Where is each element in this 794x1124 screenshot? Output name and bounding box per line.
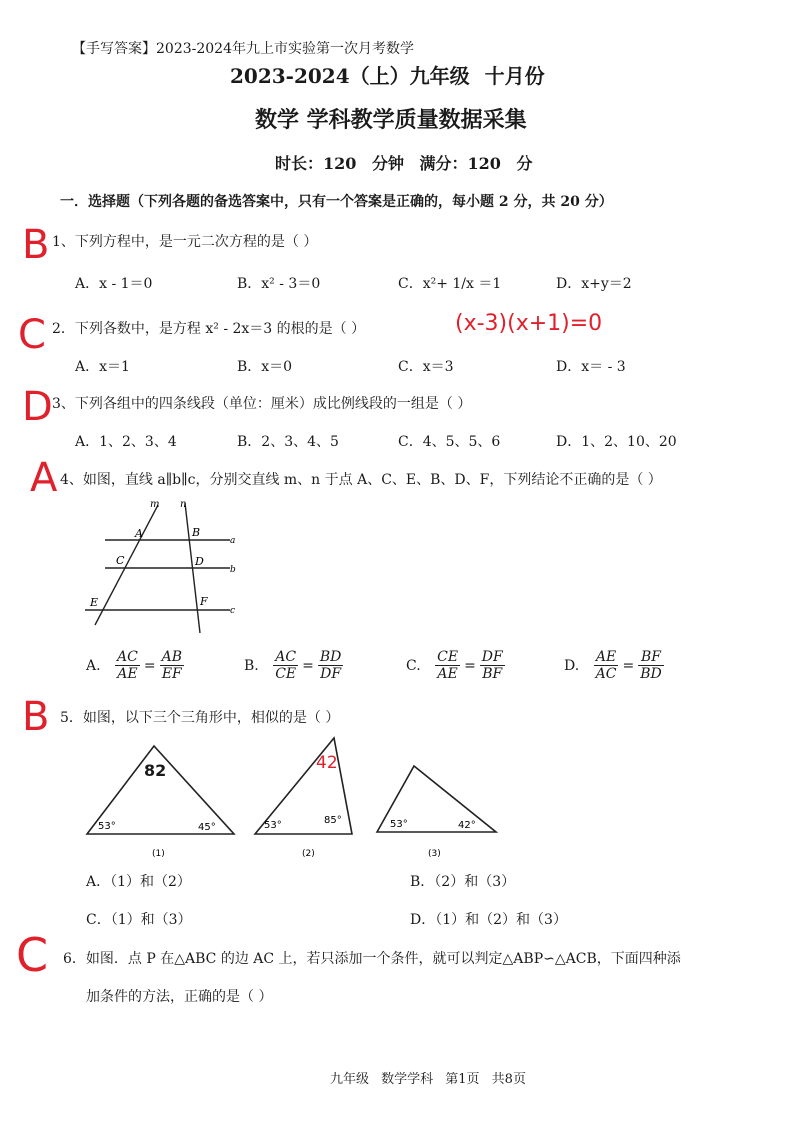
q4-option-d-letter: D. [564, 657, 580, 674]
q5-option-b: B．（2）和（3） [410, 874, 516, 890]
q2-option-b: B．x＝0 [237, 359, 293, 375]
tri3-right-angle: 42° [458, 820, 476, 831]
tri1-handwritten-angle: 82 [144, 761, 167, 780]
q2-handwritten-work: (x-3)(x+1)=0 [455, 311, 603, 336]
q1-option-d: D．x+y＝2 [556, 276, 632, 292]
denominator: EF [161, 666, 182, 683]
q1-option-b: B．x² - 3＝0 [237, 276, 321, 292]
line-m [95, 505, 158, 625]
label-B: B [192, 526, 201, 539]
tri1-right-angle: 45° [198, 822, 216, 833]
q2-option-c: C．x＝3 [398, 359, 454, 375]
page-footer: 九年级 数学学科 第1页 共8页 [330, 1072, 526, 1087]
section1-heading: 一．选择题（下列各题的备选答案中，只有一个答案是正确的，每小题 2 分，共 20 分） [60, 194, 613, 210]
q5-handwritten-answer: B [22, 694, 50, 740]
q5-option-c: C．（1）和（3） [86, 912, 192, 928]
tri2-handwritten-angle: 42 [316, 753, 338, 773]
q5-triangle-1 [82, 740, 242, 860]
q2-stem: 2．下列各数中，是方程 x² - 2x＝3 的根的是（ ） [52, 321, 366, 337]
q1-option-c: C．x²+ 1/x ＝1 [398, 276, 502, 292]
q5-option-d: D．（1）和（2）和（3） [410, 912, 567, 928]
tri3-caption: (3) [428, 849, 441, 859]
label-m: m [150, 499, 160, 510]
q1-stem: 1、下列方程中，是一元二次方程的是（ ） [52, 234, 318, 250]
tri1-caption: (1) [152, 849, 165, 859]
title-line1: 2023-2024（上）九年级 十月份 [230, 64, 545, 88]
label-a: a [230, 536, 236, 546]
fraction [273, 649, 298, 682]
q4-figure-parallel-lines [80, 495, 240, 635]
q3-handwritten-answer: D [22, 384, 53, 430]
label-E: E [90, 596, 99, 609]
fraction [318, 649, 344, 682]
fraction [638, 649, 664, 682]
q4-option-b-letter: B. [244, 657, 259, 674]
denominator: AE [117, 666, 138, 683]
denominator: BF [482, 666, 503, 683]
tri1-left-angle: 53° [98, 821, 116, 832]
q4-option-a-letter: A. [86, 657, 101, 674]
q3-option-b: B．2、3、4、5 [237, 434, 339, 450]
label-C: C [116, 554, 125, 567]
header-note: 【手写答案】2023-2024年九上市实验第一次月考数学 [72, 41, 414, 57]
denominator: CE [275, 666, 297, 683]
fraction [594, 649, 619, 682]
fraction [115, 649, 140, 682]
label-A: A [135, 527, 143, 540]
title-line2: 数学 学科教学质量数据采集 [255, 107, 527, 133]
label-c: c [230, 606, 236, 616]
fraction [160, 649, 184, 682]
denominator: AE [437, 666, 458, 683]
denominator: BD [640, 666, 662, 683]
label-n: n [180, 499, 187, 510]
label-D: D [195, 555, 204, 568]
label-F: F [200, 595, 208, 608]
numerator: CE [437, 649, 459, 665]
q5-triangle-2 [250, 732, 370, 862]
q4-handwritten-answer: A [30, 455, 58, 501]
tri2-caption: (2) [302, 849, 315, 859]
numerator: AB [161, 649, 182, 665]
q2-option-d: D．x＝ - 3 [556, 359, 626, 375]
numerator: BD [319, 649, 342, 665]
fraction [435, 649, 460, 682]
q2-option-a: A．x＝1 [75, 359, 130, 375]
q4-option-a: A. $\frac{AC}{AE}$ = $\frac{AB}{EF}$ [86, 649, 182, 683]
q6-stem-line1: 6．如图．点 P 在△ABC 的边 AC 上，若只添加一个条件，就可以判定△ABP∽△ACB，下面四种添 [63, 951, 681, 967]
denominator: AC [595, 666, 617, 683]
q4-option-c: C. $\frac{CE}{AE}$ = $\frac{DF}{BF}$ [406, 649, 503, 683]
q4-option-c-letter: C. [406, 657, 421, 674]
q3-option-a: A．1、2、3、4 [75, 434, 177, 450]
q4-stem: 4、如图，直线 a∥b∥c，分别交直线 m、n 于点 A、C、E、B、D、F，下列结论不正确的是（ ） [60, 472, 662, 488]
q1-option-a: A．x - 1＝0 [75, 276, 153, 292]
q3-option-c: C．4、5、5、6 [398, 434, 501, 450]
numerator: BF [638, 649, 664, 666]
q3-stem: 3、下列各组中的四条线段（单位：厘米）成比例线段的一组是（ ） [52, 396, 472, 412]
q3-option-d: D．1、2、10、20 [556, 434, 677, 450]
tri3-left-angle: 53° [390, 819, 408, 830]
q4-option-d: D. $\frac{AE}{AC}$ = $\frac{BF}{BD}$ [564, 649, 662, 683]
fraction [480, 649, 505, 682]
label-b: b [230, 565, 236, 575]
q5-option-a: A．（1）和（2） [86, 874, 191, 890]
tri2-left-angle: 53° [264, 820, 282, 831]
q6-handwritten-answer: C [16, 928, 49, 982]
numerator: AC [117, 649, 138, 665]
q5-triangle-3 [372, 760, 502, 860]
numerator: DF [481, 649, 503, 665]
numerator: AE [594, 649, 619, 666]
q4-option-b: B. $\frac{AC}{CE}$ = $\frac{BD}{DF}$ [244, 649, 342, 683]
q2-handwritten-answer: C [18, 312, 46, 358]
exam-info: 时长：120 分钟 满分：120 分 [275, 154, 533, 173]
numerator: AC [273, 649, 298, 666]
q1-handwritten-answer: B [22, 222, 50, 268]
tri2-right-angle: 85° [324, 815, 342, 826]
q6-stem-line2: 加条件的方法，正确的是（ ） [86, 989, 273, 1005]
denominator: DF [320, 666, 342, 683]
q5-stem: 5．如图，以下三个三角形中，相似的是（ ） [60, 710, 340, 726]
